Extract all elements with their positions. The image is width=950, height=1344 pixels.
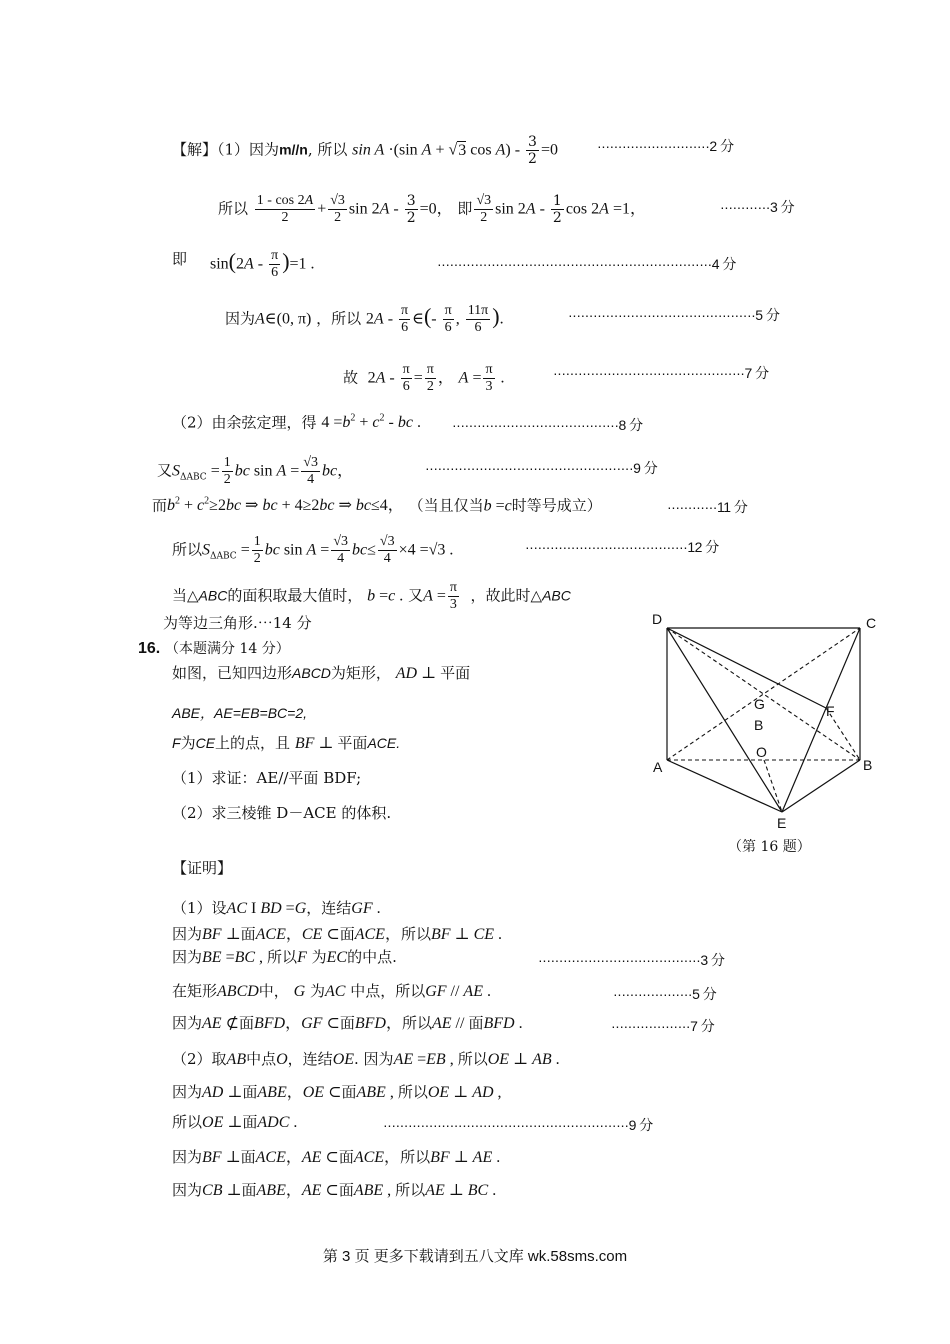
points-5: ·············································5 分 xyxy=(568,307,780,323)
solution-line-1: 【解】（1）因为m//n, 所以 sin A ·(sin A + √3 cos A) - $\frac{3}{2}$ =0 xyxy=(172,134,558,167)
proof-line-4: 在矩形ABCD中， G 为AC 中点，所以GF // AE . xyxy=(172,982,491,1000)
proof-line-8: 所以OE ⊥面ADC . xyxy=(172,1113,298,1131)
problem-16-q2: （2）求三棱锥 D－ACE 的体积. xyxy=(172,804,392,822)
edge-AE xyxy=(667,760,782,812)
proof-line-7: 因为AD ⊥面ABE，OE ⊂面ABE , 所以OE ⊥ AD , xyxy=(172,1083,502,1101)
proof-line-9: 因为BF ⊥面ACE，AE ⊂面ACE，所以BF ⊥ AE . xyxy=(172,1148,501,1166)
label-E: E xyxy=(777,815,787,831)
label-C: C xyxy=(866,615,877,631)
proof-heading: 【证明】 xyxy=(172,859,233,877)
solution-line-9: 所以$S_{\Delta ABC}$ = $\frac{1}{2}$ bc sin A = $\frac{√3}{4}$ bc≤ $\frac{√3}{4}$ ×4 =√3 . xyxy=(172,534,454,566)
label-G-B: B xyxy=(754,717,764,733)
points-4: ··································································4 分 xyxy=(437,256,736,272)
solution-line-10: 当△ABC的面积取最大值时， b =c . 又A = $\frac{\pi}{3}$ ，故此时△ABC xyxy=(172,580,571,612)
proof-points-9: ···························································9 分 xyxy=(383,1117,653,1133)
page-footer: 第 3 页 更多下载请到五八文库 wk.58sms.com xyxy=(322,1248,628,1265)
problem-16-line-3: F为CE上的点，且 BF ⊥ 平面ACE. xyxy=(172,734,401,752)
points-11: ············11 分 xyxy=(667,499,748,515)
solution-line-8: 而$b^2 + c^2\ge 2bc$ ⇒ bc + 4≥2bc ⇒ bc≤4， （当且仅当b =c时等号成立） xyxy=(152,496,602,515)
problem-16-header: 16. （本题满分 14 分） xyxy=(138,640,290,657)
edge-BE xyxy=(782,760,860,812)
points-2: ···························2 分 xyxy=(597,138,734,154)
proof-points-3: ·······································3 分 xyxy=(538,952,725,968)
label-A: A xyxy=(653,759,663,775)
proof-line-6: （2）取AB中点O，连结OE. 因为AE =EB , 所以OE ⊥ AB . xyxy=(172,1050,560,1068)
proof-line-3: 因为BE =BC , 所以F 为EC的中点. xyxy=(172,948,397,966)
problem-number: 16. xyxy=(138,640,161,657)
equation-sin: sin(2A - $\frac{\pi}{6}$ )=1 . xyxy=(210,248,315,280)
points-3: ············3 分 xyxy=(720,199,795,215)
solution-line-2: 所以 $\frac{1 - \cos 2A}{2}$ + $\frac{√3}{2}$ sin 2A - $\frac{3}{2}$ =0， 即 $\frac{√3}{2}$ sin 2A - $\frac{1}{2}$ cos 2A =1， xyxy=(218,193,646,226)
solution-line-7: 又$S_{\Delta ABC}$ = $\frac{1}{2}$ bc sin A = $\frac{√3}{4}$ bc， xyxy=(157,455,354,487)
label-F: F xyxy=(826,703,835,719)
points-7: ··············································7 分 xyxy=(553,365,769,381)
label-O: O xyxy=(756,744,767,760)
problem-16-q1: （1）求证：AE//平面 BDF; xyxy=(172,769,362,787)
proof-line-10: 因为CB ⊥面ABE，AE ⊂面ABE , 所以AE ⊥ BC . xyxy=(172,1181,497,1199)
points-8: ········································8 分 xyxy=(452,417,643,433)
proof-line-1: （1）设AC I BD =G，连结GF . xyxy=(172,899,381,917)
points-12: ·······································12 分 xyxy=(525,539,719,555)
problem-16-line-2: ABE，AE=EB=BC=2, xyxy=(172,705,308,721)
label-B: B xyxy=(863,757,873,773)
problem-16-line-1: 如图，已知四边形ABCD为矩形， AD ⊥ 平面 xyxy=(172,664,471,682)
solution-line-5: 故 2A - $\frac{\pi}{6}$ = $\frac{\pi}{2}$ ， A = $\frac{\pi}{3}$ . xyxy=(343,362,505,394)
label-G: G xyxy=(754,696,765,712)
geometry-figure xyxy=(640,605,890,835)
edge-CE xyxy=(782,628,860,812)
solution-line-3: 即 xyxy=(172,250,188,268)
label-D: D xyxy=(652,611,663,627)
edge-DE xyxy=(667,628,782,812)
solution-line-11: 为等边三角形.⋯14 分 xyxy=(163,614,312,632)
edge-OE xyxy=(764,760,782,812)
solution-bracket: 【解】 xyxy=(172,140,218,159)
proof-line-2: 因为BF ⊥面ACE，CE ⊂面ACE，所以BF ⊥ CE . xyxy=(172,925,503,943)
solution-line-4: 因为A∈(0, π) ，所以 2A - $\frac{\pi}{6}$ ∈(- $\frac{\pi}{6}$ , $\frac{11\pi}{6}$ ). xyxy=(225,303,504,335)
figure-caption: （第 16 题） xyxy=(728,839,811,855)
proof-points-5: ···················5 分 xyxy=(613,986,717,1002)
proof-points-7: ···················7 分 xyxy=(611,1018,715,1034)
points-9: ··················································9 分 xyxy=(425,460,658,476)
solution-line-6: （2）由余弦定理，得 $4 =b^2 + c^2$ - bc . xyxy=(172,413,421,432)
proof-line-5: 因为AE ⊄面BFD，GF ⊂面BFD，所以AE // 面BFD . xyxy=(172,1014,523,1032)
